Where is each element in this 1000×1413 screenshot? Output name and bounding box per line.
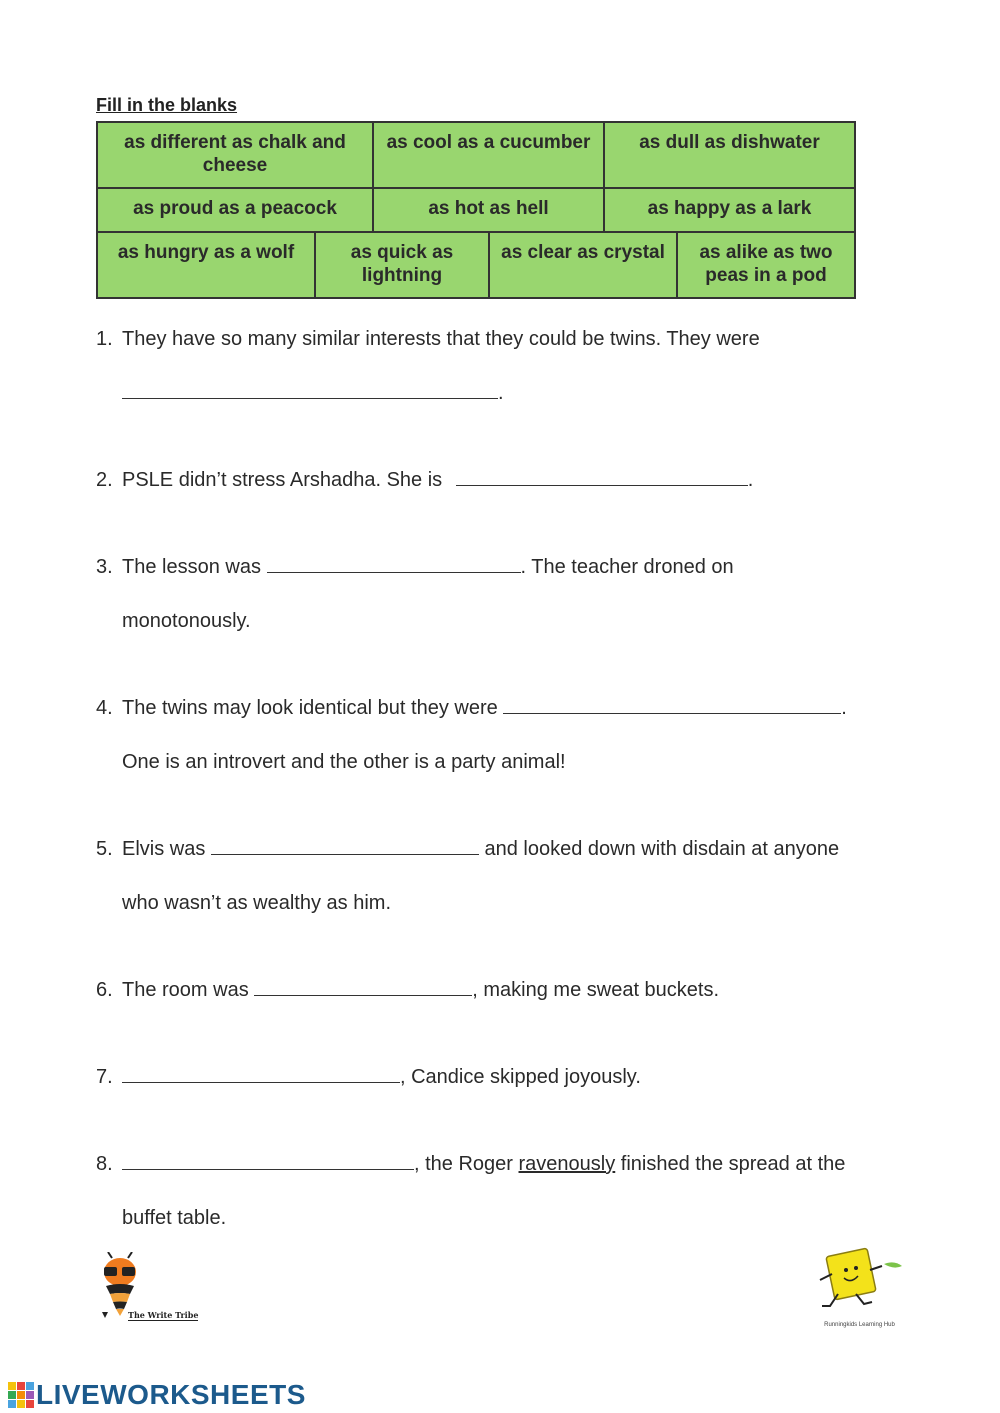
liveworksheets-footer xyxy=(8,1378,306,1412)
question-text: One is an introvert and the other is a party animal! xyxy=(122,751,566,773)
word-bank-row xyxy=(98,187,854,231)
word-bank-row xyxy=(98,123,854,187)
word-bank-cell: as clear as crystal xyxy=(488,233,676,297)
answer-blank[interactable] xyxy=(267,556,521,573)
word-bank-cell: as proud as a peacock xyxy=(133,198,337,219)
question-text: finished the spread at the xyxy=(615,1153,846,1175)
question-number: 8. xyxy=(96,1153,113,1175)
question-6 xyxy=(96,979,719,1002)
word-bank-cell: as cool as a cucumber xyxy=(372,123,603,187)
question-number: 1. xyxy=(96,328,113,350)
question-5 xyxy=(96,838,839,861)
question-number: 5. xyxy=(96,838,113,860)
word-bank-cell: as quick as lightning xyxy=(314,233,488,297)
question-text: , making me sweat buckets. xyxy=(472,979,720,1001)
word-bank-row xyxy=(98,231,854,297)
word-bank-table xyxy=(96,121,856,299)
learning-hub-logo xyxy=(812,1244,907,1344)
question-text: The twins may look identical but they were xyxy=(122,697,504,719)
logo-caption: The Write Tribe xyxy=(128,1310,199,1320)
word-bank-cell: as alike as two peas in a pod xyxy=(676,233,854,297)
question-number: 3. xyxy=(96,556,113,578)
worksheet-title: Fill in the blanks xyxy=(96,95,238,115)
question-2 xyxy=(96,469,753,492)
underlined-word: ravenously xyxy=(518,1153,616,1175)
question-text: monotonously. xyxy=(122,610,251,632)
question-text: . The teacher droned on xyxy=(520,556,734,578)
question-7 xyxy=(96,1066,641,1089)
question-text: The room was xyxy=(122,979,255,1001)
question-text: , the Roger xyxy=(414,1153,519,1175)
question-text: buffet table. xyxy=(122,1207,227,1229)
word-bank-cell: as happy as a lark xyxy=(603,189,854,231)
question-text: and looked down with disdain at anyone xyxy=(478,838,840,860)
question-text: who wasn’t as wealthy as him. xyxy=(122,892,392,914)
question-number: 2. xyxy=(96,469,113,491)
answer-blank[interactable] xyxy=(122,1153,414,1170)
question-text: . xyxy=(841,697,847,719)
word-bank-cell: as hot as hell xyxy=(372,189,603,231)
answer-blank[interactable] xyxy=(211,838,479,855)
question-text: . xyxy=(498,382,504,404)
question-1 xyxy=(96,328,760,351)
question-1-continued xyxy=(122,382,504,405)
question-text: The lesson was xyxy=(122,556,267,578)
question-4 xyxy=(96,697,847,720)
answer-blank[interactable] xyxy=(122,1066,400,1083)
answer-blank[interactable] xyxy=(503,697,841,714)
question-number: 7. xyxy=(96,1066,113,1088)
answer-blank[interactable] xyxy=(122,382,498,399)
logo-caption: Runningkids Learning Hub xyxy=(824,1322,895,1328)
question-8 xyxy=(96,1153,845,1176)
question-text: . xyxy=(747,469,754,491)
question-3 xyxy=(96,556,734,579)
running-book-icon xyxy=(812,1244,907,1319)
liveworksheets-logo-icon xyxy=(8,1382,34,1408)
word-bank-cell: as hungry as a wolf xyxy=(117,242,295,263)
word-bank-cell: as different as chalk and cheese xyxy=(124,132,346,176)
question-text: They have so many similar interests that they could be twins. They were xyxy=(122,328,760,350)
question-number: 6. xyxy=(96,979,113,1001)
question-number: 4. xyxy=(96,697,113,719)
question-text: Elvis was xyxy=(122,838,211,860)
question-text: , Candice skipped joyously. xyxy=(400,1066,641,1088)
question-text: PSLE didn’t stress Arshadha. She is xyxy=(122,469,448,491)
write-tribe-logo xyxy=(98,1252,208,1327)
word-bank-cell: as dull as dishwater xyxy=(603,123,854,187)
footer-brand: LIVEWORKSHEETS xyxy=(36,1379,306,1410)
answer-blank[interactable] xyxy=(456,469,748,486)
answer-blank[interactable] xyxy=(254,979,472,996)
